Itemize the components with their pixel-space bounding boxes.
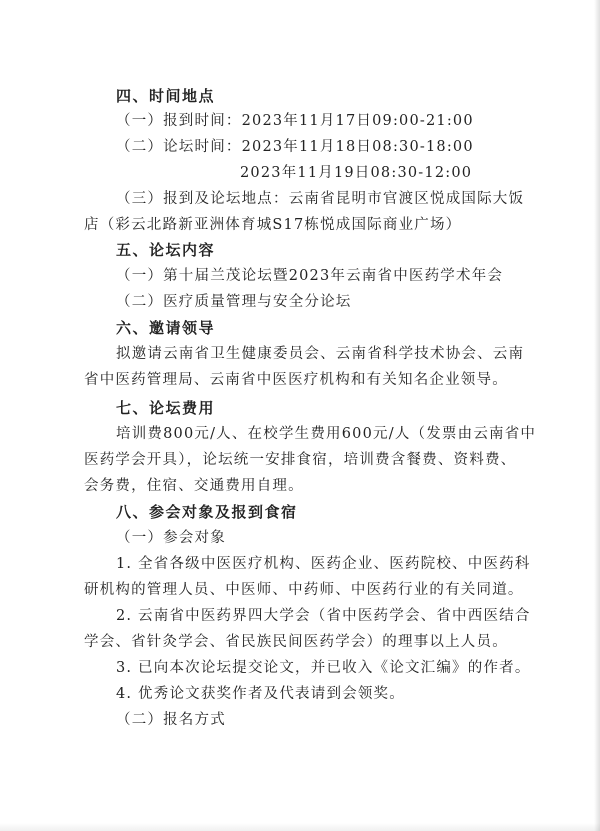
section-heading-forum-content: 五、论坛内容: [116, 241, 216, 259]
venue-line-1: （三）报到及论坛地点：云南省昆明市官渡区悦成国际大饭: [116, 191, 525, 207]
forum-content-item-1: （一）第十届兰茂论坛暨2023年云南省中医药学术年会: [116, 268, 504, 284]
invited-leaders-line-1: 拟邀请云南省卫生健康委员会、云南省科学技术协会、云南: [116, 346, 525, 362]
attendees-item-2-line-1: 2. 云南省中医药界四大学会（省中医药学会、省中西医结合: [116, 608, 531, 624]
attendees-item-1-line-2: 研机构的管理人员、中医师、中药师、中医药行业的有关同道。: [84, 582, 524, 598]
section-heading-attendees: 八、参会对象及报到食宿: [116, 503, 298, 521]
page-edge-shadow: [594, 0, 600, 831]
section-heading-forum-fees: 七、论坛费用: [116, 399, 216, 417]
attendees-item-2-line-2: 学会、省针灸学会、省民族民间医药学会）的理事以上人员。: [84, 634, 508, 650]
venue-line-2: 店（彩云北路新亚洲体育城S17栋悦成国际商业广场）: [84, 217, 462, 233]
attendees-item-3: 3. 已向本次论坛提交论文，并已收入《论文汇编》的作者。: [116, 660, 531, 676]
fees-line-1: 培训费800元/人、在校学生费用600元/人（发票由云南省中: [116, 426, 537, 442]
forum-content-item-2: （二）医疗质量管理与安全分论坛: [116, 294, 352, 310]
registration-method-subheading: （二）报名方式: [116, 712, 226, 728]
section-heading-invited-leaders: 六、邀请领导: [116, 319, 216, 337]
invited-leaders-line-2: 省中医药管理局、云南省中医医疗机构和有关知名企业领导。: [84, 372, 508, 388]
attendees-subheading: （一）参会对象: [116, 530, 226, 546]
page-bottom-shade: [0, 823, 600, 831]
forum-time-line: （二）论坛时间：2023年11月18日08:30-18:00: [116, 139, 474, 155]
fees-line-3: 会务费，住宿、交通费用自理。: [84, 478, 304, 494]
attendees-item-4: 4. 优秀论文获奖作者及代表请到会领奖。: [116, 686, 405, 702]
fees-line-2: 医药学会开具），论坛统一安排食宿，培训费含餐费、资料费、: [84, 452, 517, 468]
section-heading-time-location: 四、时间地点: [116, 87, 216, 105]
forum-time-line-2: 2023年11月19日08:30-12:00: [240, 165, 473, 181]
checkin-time-line: （一）报到时间：2023年11月17日09:00-21:00: [116, 113, 474, 129]
attendees-item-1-line-1: 1. 全省各级中医医疗机构、医药企业、医药院校、中医药科: [116, 556, 531, 572]
